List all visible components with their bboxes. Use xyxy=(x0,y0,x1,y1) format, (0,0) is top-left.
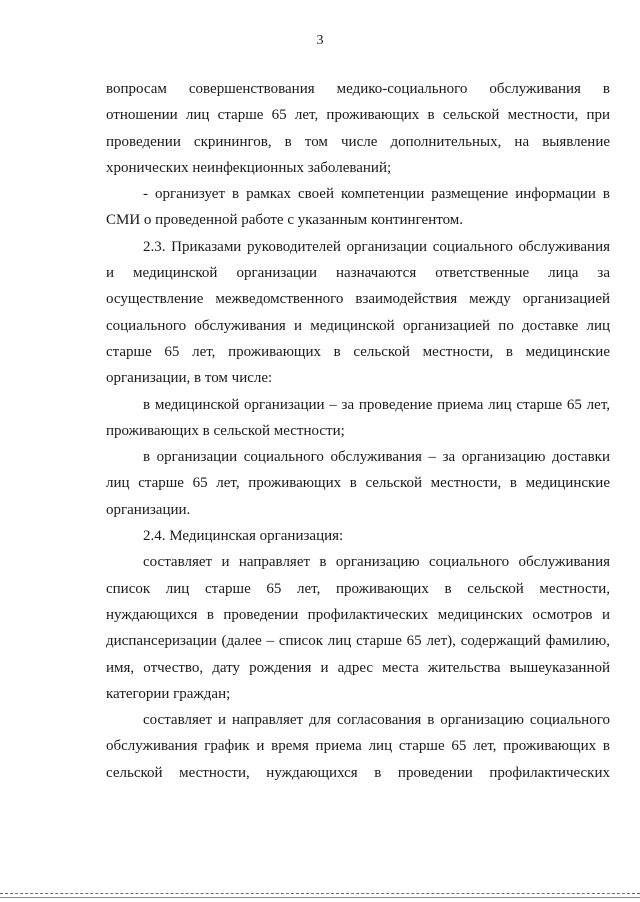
text-line: организации, в том числе: xyxy=(106,370,273,387)
text-line: проживающих в сельской местности; xyxy=(106,422,345,439)
text-line: - организует в рамках своей компетенции размещение информации в xyxy=(143,186,610,203)
text-line: социального обслуживания и медицинской организацией по доставке лиц xyxy=(106,317,610,334)
scan-edge-line xyxy=(0,893,640,894)
text-line: и медицинской организации назначаются ответственные лица за xyxy=(106,265,610,282)
text-line: диспансеризации (далее – список лиц старше 65 лет), содержащий фамилию, xyxy=(106,633,610,650)
text-line: отношении лиц старше 65 лет, проживающих в сельской местности, при xyxy=(106,107,610,124)
text-line: осуществление межведомственного взаимодействия между организацией xyxy=(106,291,610,308)
text-line: сельской местности, нуждающихся в проведении профилактических xyxy=(106,764,610,781)
text-line: обслуживания график и время приема лиц старше 65 лет, проживающих в xyxy=(106,738,610,755)
text-line: составляет и направляет в организацию социального обслуживания xyxy=(143,554,610,571)
text-line: вопросам совершенствования медико-социального обслуживания в xyxy=(106,81,610,97)
text-line: проведении скринингов, в том числе дополнительных, на выявление xyxy=(106,133,610,150)
text-line: список лиц старше 65 лет, проживающих в сельской местности, xyxy=(106,580,610,597)
text-line: организации. xyxy=(106,501,191,518)
text-line: 2.4. Медицинская организация: xyxy=(143,528,344,545)
text-line: категории граждан; xyxy=(106,685,231,702)
text-line: составляет и направляет для согласования в организацию социального xyxy=(143,712,610,729)
text-line: хронических неинфекционных заболеваний; xyxy=(106,159,392,176)
text-line: старше 65 лет, проживающих в сельской местности, в медицинские xyxy=(106,343,610,360)
text-line: в организации социального обслуживания – за организацию доставки xyxy=(143,449,610,466)
text-line: в медицинской организации – за проведение приема лиц старше 65 лет, xyxy=(143,396,610,413)
document-body xyxy=(106,76,610,786)
page-number: 3 xyxy=(316,33,324,48)
text-line: имя, отчество, дату рождения и адрес места жительства вышеуказанной xyxy=(106,659,610,676)
text-line: СМИ о проведенной работе с указанным контингентом. xyxy=(106,212,464,229)
text-line: нуждающихся в проведении профилактических медицинских осмотров и xyxy=(106,606,610,623)
text-line: 2.3. Приказами руководителей организации социального обслуживания xyxy=(143,238,610,255)
text-line: лиц старше 65 лет, проживающих в сельской местности, в медицинские xyxy=(106,475,610,492)
scan-edge-line xyxy=(0,897,640,898)
